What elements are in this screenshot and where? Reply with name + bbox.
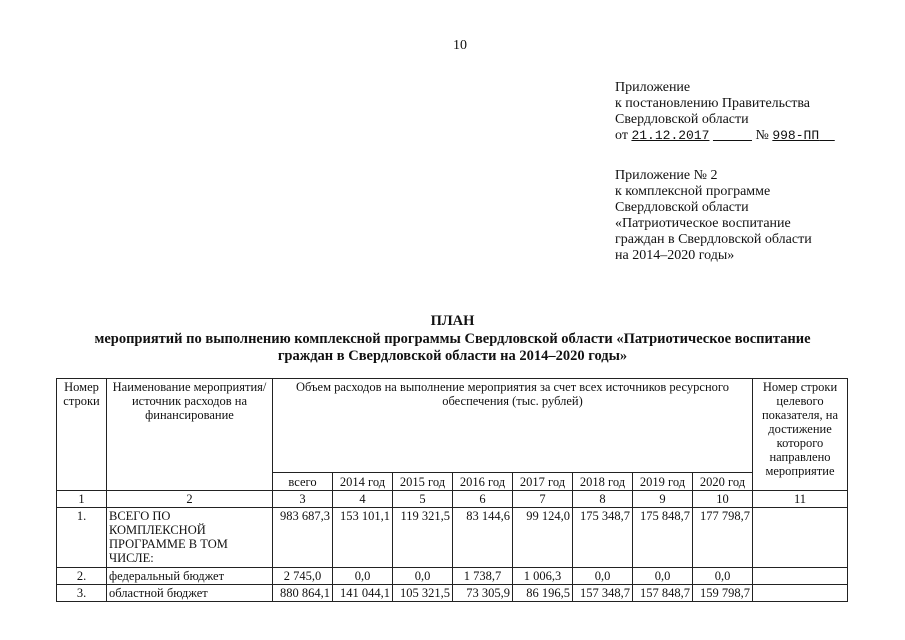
plan-table [56, 378, 848, 602]
table-row [57, 508, 848, 568]
column-number: 9 [633, 491, 693, 508]
column-numbers-row [57, 491, 848, 508]
row-number: 3. [57, 585, 107, 602]
column-number: 4 [333, 491, 393, 508]
row-name: областной бюджет [107, 585, 273, 602]
plan-title-line3: граждан в Свердловской области на 2014–2020 годы» [277, 348, 628, 364]
date-prefix: от [615, 128, 628, 143]
value-2019: 0,0 [633, 568, 693, 585]
value-2014: 153 101,1 [333, 508, 393, 568]
row-name: ВСЕГО ПО КОМПЛЕКСНОЙ ПРОГРАММЕ В ТОМ ЧИСЛЕ: [107, 508, 273, 568]
appendix-resolution-line1: Приложение [615, 80, 691, 95]
value-2017: 99 124,0 [513, 508, 573, 568]
value-2017: 1 006,3 [513, 568, 573, 585]
value-2018: 175 348,7 [573, 508, 633, 568]
column-number: 1 [57, 491, 107, 508]
subheader-2014: 2014 год [333, 473, 393, 491]
value-2020: 177 798,7 [693, 508, 753, 568]
appendix-program-line6: на 2014–2020 годы» [615, 248, 735, 263]
appendix-program-line1: Приложение № 2 [615, 168, 718, 183]
value-2015: 119 321,5 [393, 508, 453, 568]
subheader-2018: 2018 год [573, 473, 633, 491]
value-2018: 0,0 [573, 568, 633, 585]
value-2016: 73 305,9 [453, 585, 513, 602]
value-2017: 86 196,5 [513, 585, 573, 602]
value-total: 2 745,0 [273, 568, 333, 585]
number-underline [819, 128, 835, 143]
subheader-total: всего [273, 473, 333, 491]
column-number: 10 [693, 491, 753, 508]
value-2020: 0,0 [693, 568, 753, 585]
row-name: федеральный бюджет [107, 568, 273, 585]
column-number: 2 [107, 491, 273, 508]
table-row [57, 568, 848, 585]
appendix-resolution-line2: к постановлению Правительства [615, 96, 811, 111]
subheader-2017: 2017 год [513, 473, 573, 491]
header-row [57, 379, 848, 473]
column-number: 5 [393, 491, 453, 508]
table-row [57, 585, 848, 602]
appendix-program-line5: граждан в Свердловской области [615, 232, 812, 247]
value-2014: 141 044,1 [333, 585, 393, 602]
plan-heading: ПЛАН [430, 313, 475, 329]
plan-title-line2: мероприятий по выполнению комплексной программы Свердловской области «Патриотическое воспитание [94, 331, 811, 347]
appendix-program-line2: к комплексной программе [615, 184, 771, 199]
resolution-date: 21.12.2017 [631, 128, 710, 143]
value-2014: 0,0 [333, 568, 393, 585]
value-2016: 83 144,6 [453, 508, 513, 568]
value-2019: 175 848,7 [633, 508, 693, 568]
value-total: 880 864,1 [273, 585, 333, 602]
value-2020: 159 798,7 [693, 585, 753, 602]
header-target: Номер строки целевого показателя, на достижение которого направлено мероприятие [753, 379, 848, 491]
appendix-program-block [615, 168, 895, 264]
subheader-2019: 2019 год [633, 473, 693, 491]
header-name: Наименование мероприятия/ источник расходов на финансирование [107, 379, 273, 491]
column-number: 11 [753, 491, 848, 508]
value-2018: 157 348,7 [573, 585, 633, 602]
appendix-resolution-date-line [615, 128, 895, 144]
number-prefix: № [755, 128, 769, 143]
subheader-2020: 2020 год [693, 473, 753, 491]
value-2016: 1 738,7 [453, 568, 513, 585]
date-underline [713, 128, 752, 143]
column-number: 6 [453, 491, 513, 508]
row-target [753, 585, 848, 602]
appendix-resolution-block [615, 80, 895, 144]
subheader-2016: 2016 год [453, 473, 513, 491]
appendix-program-line4: «Патриотическое воспитание [615, 216, 791, 231]
value-total: 983 687,3 [273, 508, 333, 568]
row-number: 2. [57, 568, 107, 585]
header-row-number: Номер строки [57, 379, 107, 491]
appendix-program-line3: Свердловской области [615, 200, 749, 215]
value-2019: 157 848,7 [633, 585, 693, 602]
row-number: 1. [57, 508, 107, 568]
row-target [753, 508, 848, 568]
value-2015: 0,0 [393, 568, 453, 585]
value-2015: 105 321,5 [393, 585, 453, 602]
column-number: 8 [573, 491, 633, 508]
row-target [753, 568, 848, 585]
appendix-resolution-line3: Свердловской области [615, 112, 749, 127]
column-number: 7 [513, 491, 573, 508]
column-number: 3 [273, 491, 333, 508]
resolution-number: 998-ПП [772, 128, 820, 143]
header-volume: Объем расходов на выполнение мероприятия за счет всех источников ресурсного обеспечения (тыс. рублей) [273, 379, 753, 473]
subheader-2015: 2015 год [393, 473, 453, 491]
page-number: 10 [453, 38, 467, 53]
